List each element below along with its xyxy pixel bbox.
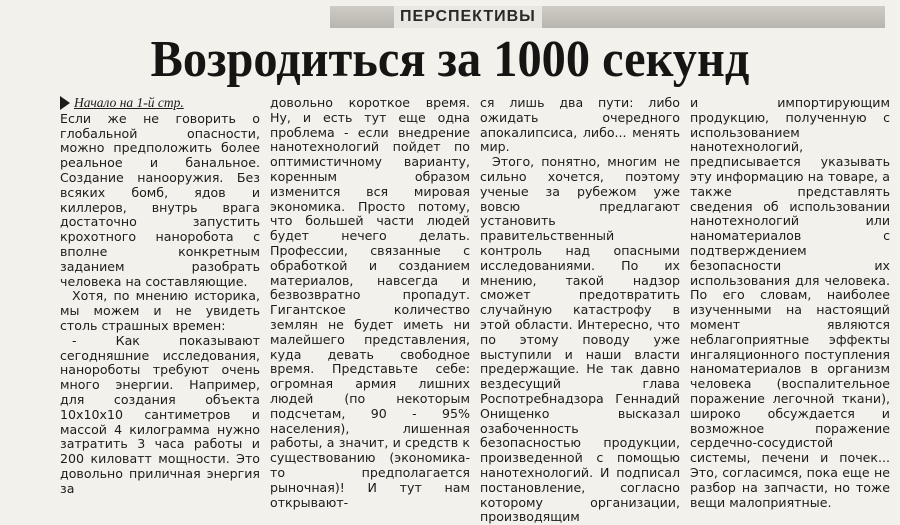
column-3 — [480, 95, 680, 525]
paragraph: и импортирующим продукцию, полученную с использованием нанотехнологий, предписывается указывать эту информацию на товаре, а также представлять сведения об использовании нанотехнологий или наноматериалов с подтверждением безопасности их использования для человека. По его словам, наиболее изученными на настоящий момент являются неблагоприятные эффекты ингаляционного поступления наноматериалов в организм человека (воспалительное поражение легочной ткани), широко обсуждается и возможное поражение сердечно-сосудистой системы, печени и почек... Это, согласимся, пока еще не разбор на запчасти, но тоже вещи малоприятные. — [690, 95, 890, 510]
column-2 — [270, 95, 470, 510]
paragraph: довольно короткое время. Ну, и есть тут еще одна проблема - если внедрение нанотехнологий пойдет по оптимистичному варианту, коренным образом изменится вся мировая экономика. Просто потому, что большей части людей будет нечего делать. Профессии, связанные с обработкой и созданием материалов, навсегда и безвозвратно пропадут. Гигантское количество землян не будет иметь ни малейшего представления, куда девать свободное время. Представьте себе: огромная армия лишних людей (по некоторым подсчетам, 90 - 95% населения), лишенная работы, а значит, и средств к существованию (экономика-то предполагается рыночная)! И тут нам открывают- — [270, 95, 470, 510]
paragraph: ся лишь два пути: либо ожидать очередного апокалипсиса, либо... менять мир. — [480, 95, 680, 155]
continued-from — [60, 96, 260, 111]
continued-from-text: Начало на 1-й стр. — [74, 95, 184, 110]
headline: Возродиться за 1000 секунд — [150, 31, 750, 88]
paragraph: Этого, понятно, многим не сильно хочется, поэтому ученые за рубежом уже вовсю предлагают установить правительственный контроль над опасными исследованиями. По их мнению, такой надзор сможет предотвратить случайную катастрофу в этой области. Интересно, что по этому поводу уже выступили и наши власти предержащие. Не так давно вездесущий глава Роспотребнадзора Геннадий Онищенко высказал озабоченность безопасностью продукции, произведенной с помощью нанотехнологий. И подписал постановление, согласно которому организации, производящим — [480, 154, 680, 525]
triangle-marker-icon — [60, 96, 70, 110]
column-4 — [690, 95, 890, 510]
column-1 — [60, 95, 260, 496]
article-body — [60, 95, 890, 525]
paragraph: - Как показывают сегодняшние исследования, нанороботы требуют очень много энергии. Например, для создания объекта 10х10х10 сантиметров и массой 4 килограмма нужно затратить 3 часа работы и 200 киловатт мощности. Это довольно приличная энергия за — [60, 332, 260, 496]
rubric-label: ПЕРСПЕКТИВЫ — [394, 6, 542, 28]
paragraph: Если же не говорить о глобальной опасности, можно предположить более реальное и банальное. Создание нанооружия. Без всяких бомб, ядов и киллеров, внутрь врага достаточно запустить крохотного наноробота с вполне конкретным заданием разобрать человека на составляющие. — [60, 110, 260, 289]
paragraph: Хотя, по мнению историка, мы можем и не увидеть столь страшных времен: — [60, 288, 260, 333]
